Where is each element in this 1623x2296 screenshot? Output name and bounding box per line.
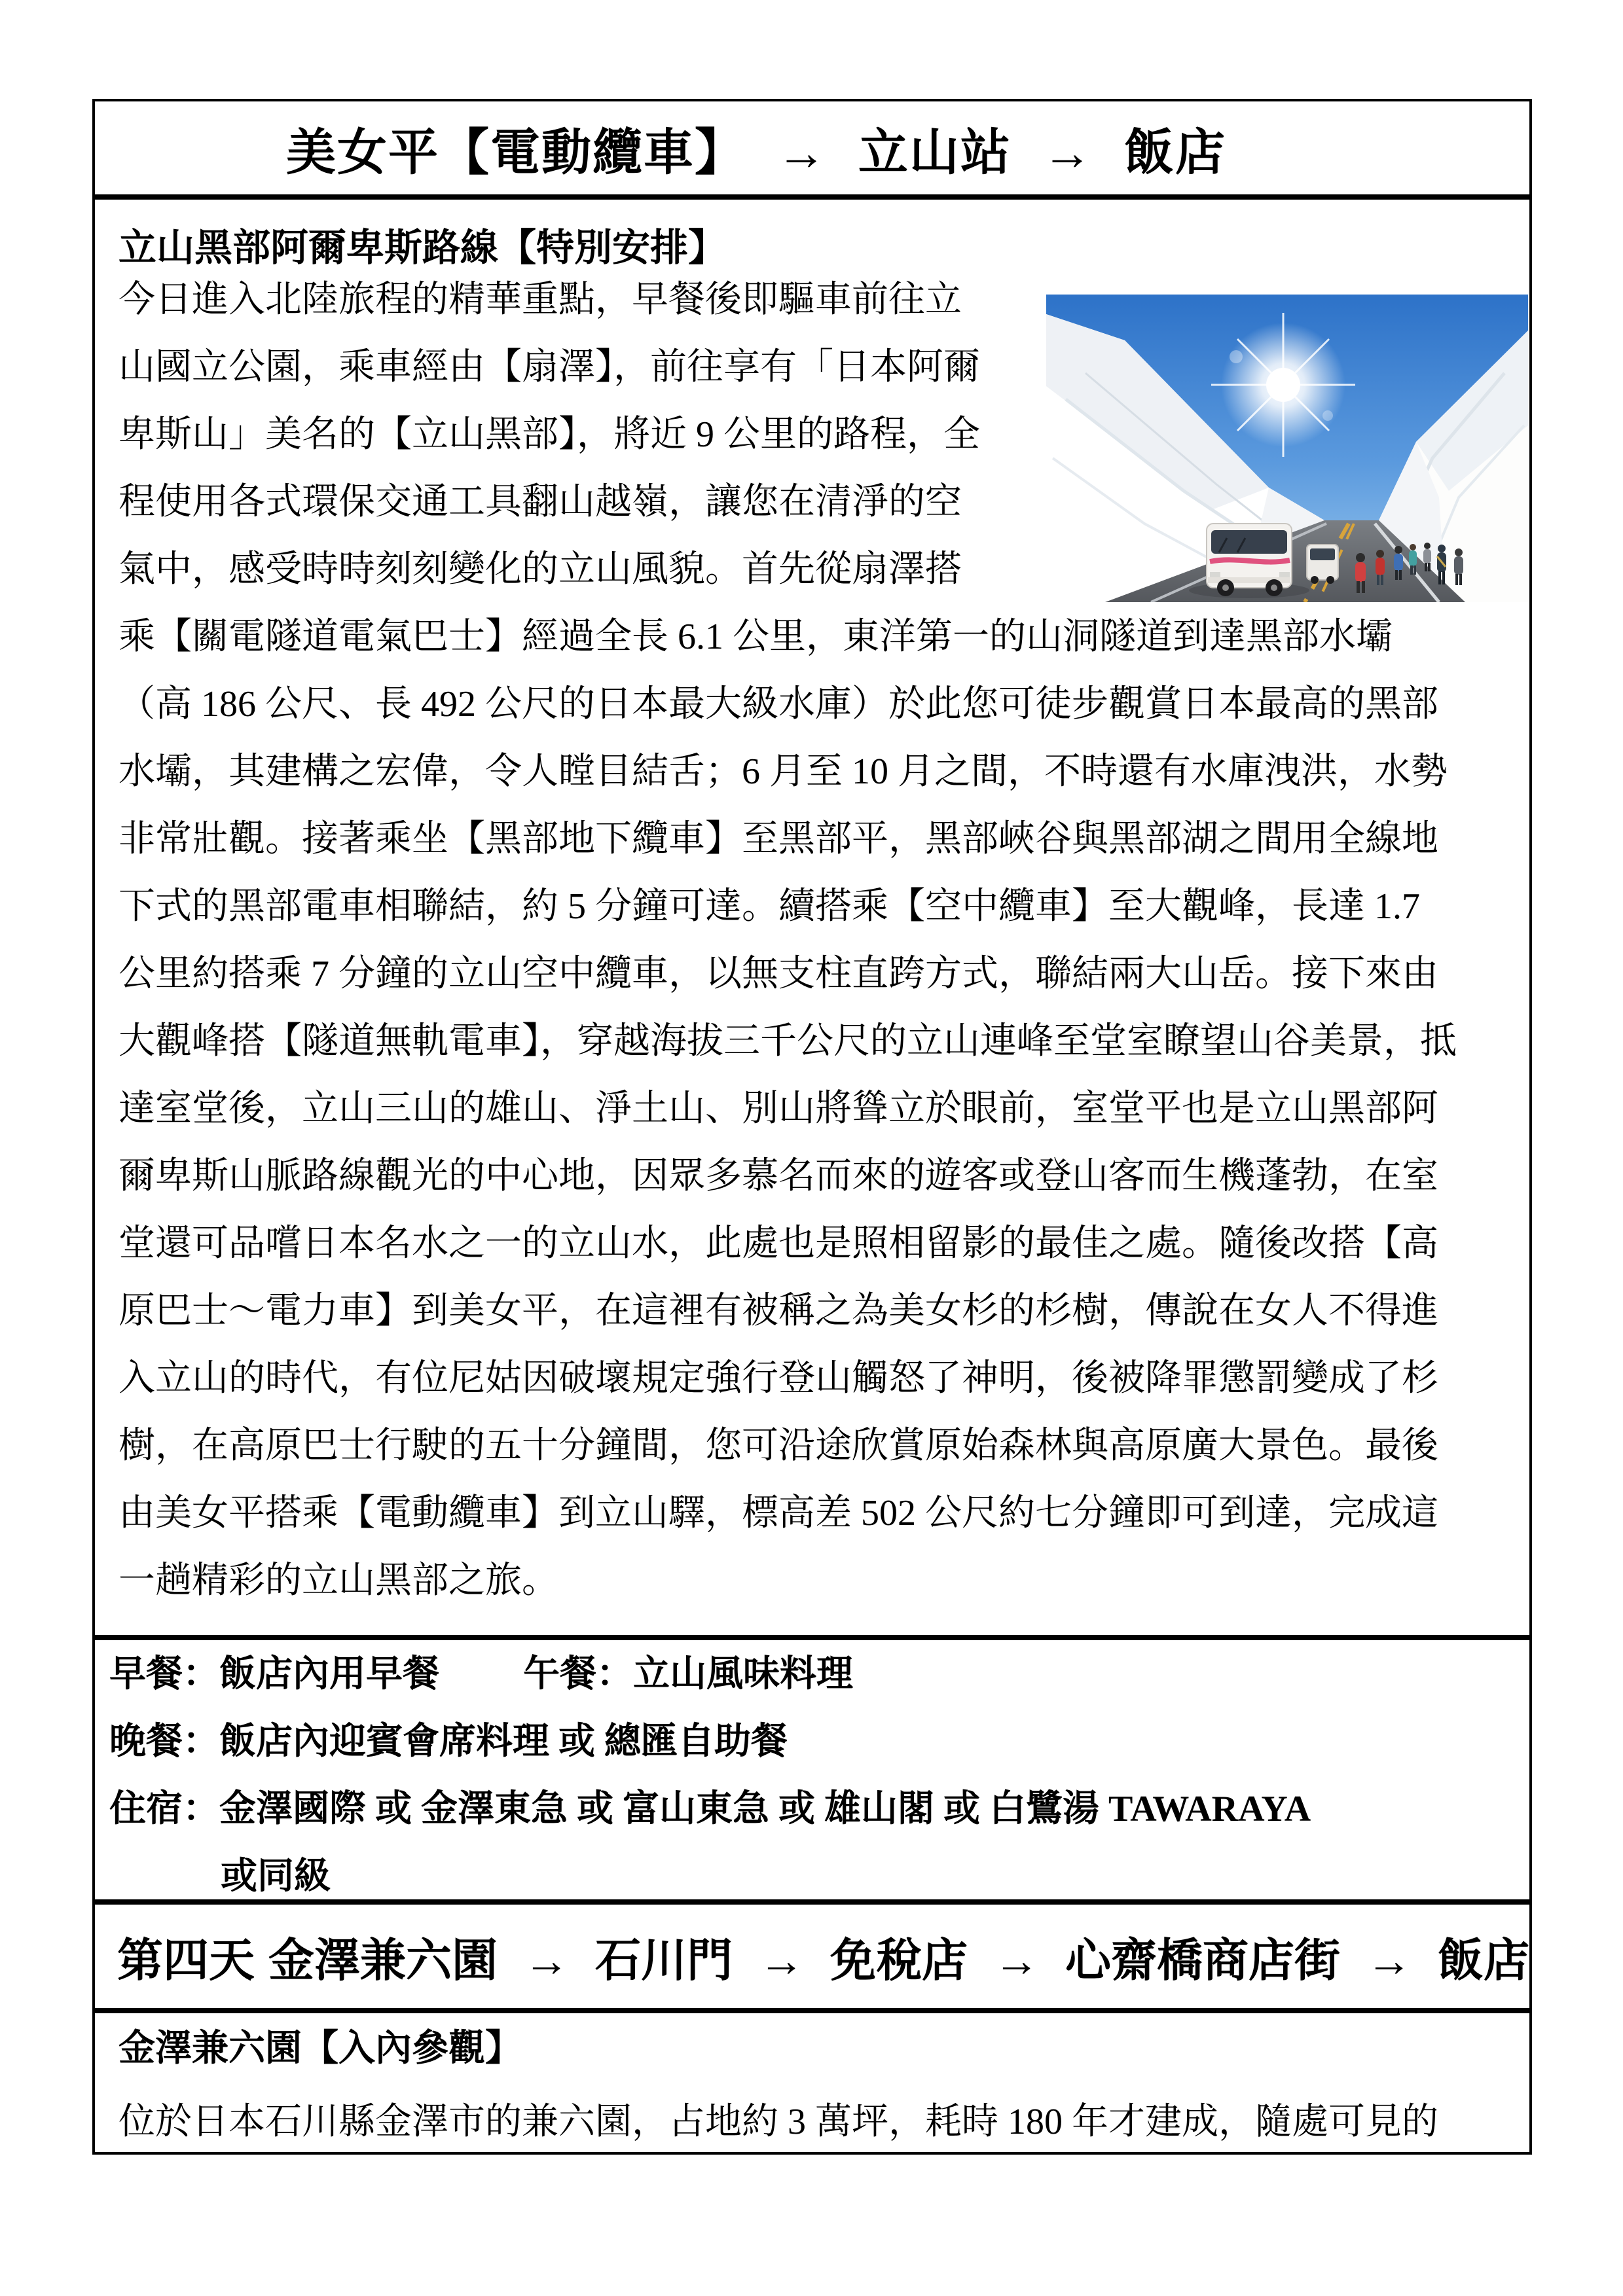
day3-description-row <box>95 200 1529 1640</box>
paragraph-line: 由美女平搭乘【電動纜車】到立山驛，標高差 502 公尺約七分鐘即可到達，完成這 <box>119 1493 1438 1534</box>
paragraph-line: 一趟精彩的立山黑部之旅。 <box>119 1560 558 1601</box>
meals-row <box>95 1640 1529 1905</box>
paragraph-line: 爾卑斯山脈路線觀光的中心地，因眾多慕名而來的遊客或登山客而生機蓬勃，在室 <box>119 1156 1438 1196</box>
paragraph-line: （高 186 公尺、長 492 公尺的日本最大級水庫）於此您可徒步觀賞日本最高的黑部 <box>119 684 1438 725</box>
lodging-line: 住宿：金澤國際 或 金澤東急 或 富山東急 或 雄山閣 或 白鷺湯 TAWARAYA <box>109 1789 1311 1829</box>
kenroku-section-heading: 金澤兼六園【入內參觀】 <box>119 2028 522 2069</box>
breakfast-label: 早餐：飯店內用早餐 <box>109 1654 439 1695</box>
lunch-label: 午餐：立山風味料理 <box>523 1654 853 1695</box>
paragraph-line: 原巴士～電力車】到美女平，在這裡有被稱之為美女杉的杉樹，傳說在女人不得進 <box>119 1291 1438 1331</box>
lodging-continuation-line: 或同級 <box>221 1856 331 1897</box>
paragraph-line: 公里約搭乘 7 分鐘的立山空中纜車，以無支柱直跨方式，聯結兩大山岳。接下來由 <box>119 954 1438 994</box>
paragraph-line: 乘【關電隧道電氣巴士】經過全長 6.1 公里，東洋第一的山洞隧道到達黑部水壩 <box>119 617 1393 657</box>
paragraph-line: 入立山的時代，有位尼姑因破壞規定強行登山觸怒了神明，後被降罪懲罰變成了杉 <box>119 1358 1438 1399</box>
paragraph-line: 堂還可品嚐日本名水之一的立山水，此處也是照相留影的最佳之處。隨後改搭【高 <box>119 1223 1438 1264</box>
paragraph-line: 今日進入北陸旅程的精華重點，早餐後即驅車前往立 <box>119 279 962 320</box>
breakfast-lunch-line <box>109 1641 1529 1708</box>
day4-label: 第四天 <box>117 1935 255 1986</box>
paragraph-line: 氣中，感受時時刻刻變化的立山風貌。首先從扇澤搭 <box>119 549 962 590</box>
day4-route: 金澤兼六園 → 石川門 → 免稅店 → 心齋橋商店街 → 飯店 <box>268 1935 1529 1986</box>
paragraph-line: 樹，在高原巴士行駛的五十分鐘間，您可沿途欣賞原始森林與高原廣大景色。最後 <box>119 1426 1438 1466</box>
paragraph-line: 下式的黑部電車相聯結，約 5 分鐘可達。續搭乘【空中纜車】至大觀峰，長達 1.7 <box>119 886 1420 927</box>
paragraph-line: 卑斯山」美名的【立山黑部】，將近 9 公里的路程，全 <box>119 414 980 455</box>
itinerary-table <box>92 99 1532 2155</box>
day3-section-heading: 立山黑部阿爾卑斯路線【特別安排】 <box>119 226 727 269</box>
paragraph-line: 水壩，其建構之宏偉，令人瞠目結舌；6 月至 10 月之間，不時還有水庫洩洪，水勢 <box>119 751 1448 792</box>
route-title: 美女平【電動纜車】 → 立山站 → 飯店 <box>286 125 1226 181</box>
paragraph-line: 非常壯觀。接著乘坐【黑部地下纜車】至黑部平，黑部峽谷與黑部湖之間用全線地 <box>119 819 1438 859</box>
paragraph-line: 程使用各式環保交通工具翻山越嶺，讓您在清淨的空 <box>119 482 962 522</box>
kenroku-section-row <box>95 2013 1529 2152</box>
paragraph-line: 位於日本石川縣金澤市的兼六園，占地約 3 萬坪，耗時 180 年才建成，隨處可見的 <box>119 2102 1438 2142</box>
day3-paragraph <box>119 266 1511 1615</box>
day4-header-row <box>95 1905 1529 2013</box>
paragraph-line: 大觀峰搭【隧道無軌電車】，穿越海拔三千公尺的立山連峰至堂室瞭望山谷美景，抵 <box>119 1021 1457 1062</box>
route-title-row <box>95 101 1529 200</box>
paragraph-line: 達室堂後，立山三山的雄山、淨土山、別山將聳立於眼前，室堂平也是立山黑部阿 <box>119 1088 1438 1129</box>
paragraph-line: 山國立公園，乘車經由【扇澤】，前往享有「日本阿爾 <box>119 347 980 387</box>
dinner-line: 晚餐：飯店內迎賓會席料理 或 總匯自助餐 <box>109 1721 788 1762</box>
kenroku-paragraph <box>119 2098 1529 2145</box>
